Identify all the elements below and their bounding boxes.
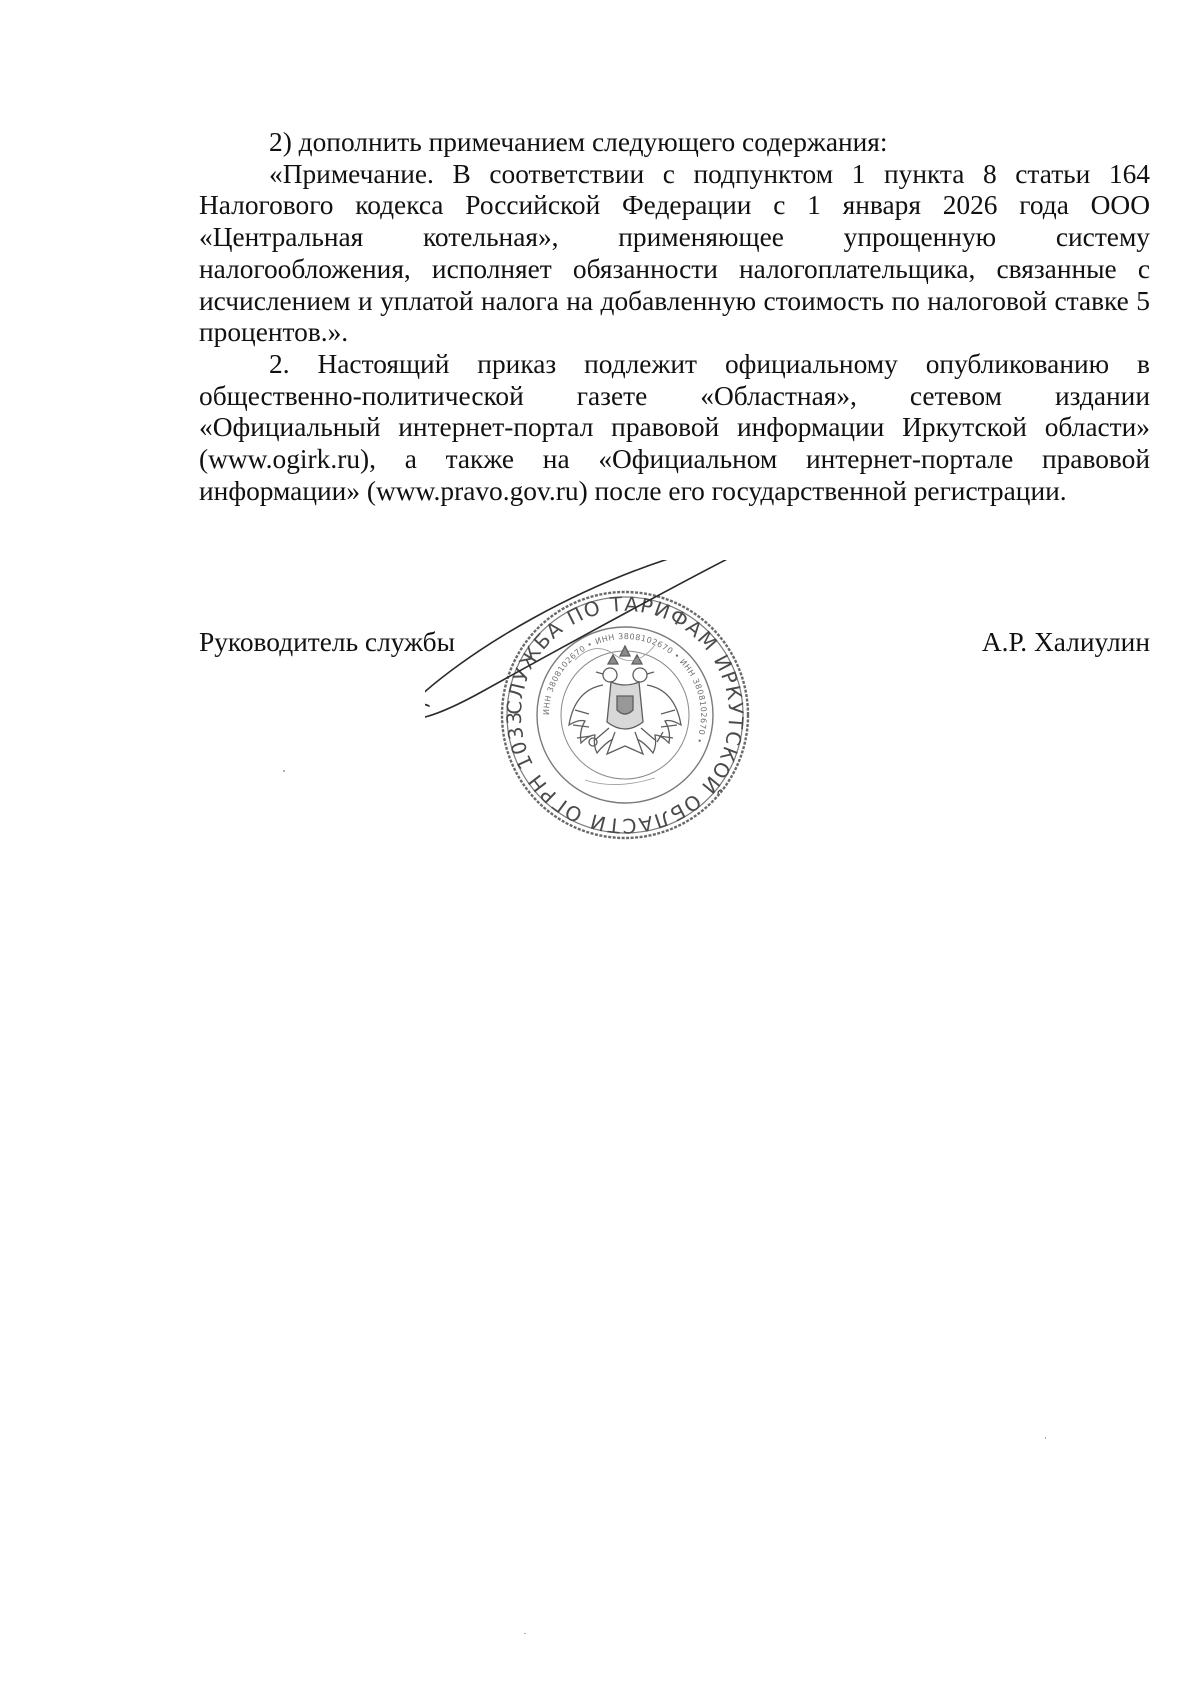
scan-speck — [283, 770, 285, 772]
paragraph-publication: 2. Настоящий приказ подлежит официальному опубликованию в общественно-политической газете «Областная», сетевом издании «Официальный интернет-портал правовой информации Иркутской области» (www.ogirk.ru), а также на «Официальном интернет-портале правовой информации» (www.pravo.gov.ru) после его государственной регистрации. — [199, 348, 1150, 506]
signatory-name: А.Р. Халиулин — [981, 627, 1150, 657]
official-seal — [425, 560, 845, 850]
scan-speck — [1045, 1437, 1046, 1439]
document-body — [199, 127, 1150, 507]
paragraph-note: «Примечание. В соответствии с подпунктом 1 пункта 8 статьи 164 Налогового кодекса Российской Федерации с 1 января 2026 года ООО «Центральная котельная», применяющее упрощенную систему налогообложения, исполняет обязанности налогоплательщика, связанные с исчислением и уплатой налога на добавленную стоимость по налоговой ставке 5 процентов.». — [199, 158, 1150, 348]
seal-svg — [425, 560, 845, 850]
seal-rings — [425, 560, 748, 838]
coat-of-arms-icon — [569, 646, 681, 754]
signatory-position: Руководитель службы — [199, 627, 455, 657]
paragraph-amendment-item: 2) дополнить примечанием следующего содержания: — [269, 127, 888, 157]
seal-inner-text: ИНН 3808102670 • ИНН 3808102670 • ИНН 3808102670 • — [541, 631, 709, 745]
seal-outer-text: СЛУЖБА ПО ТАРИФАМ ИРКУТСКОЙ ОБЛАСТИ ОГРН 1033 — [501, 591, 749, 839]
scan-speck — [524, 1633, 526, 1634]
